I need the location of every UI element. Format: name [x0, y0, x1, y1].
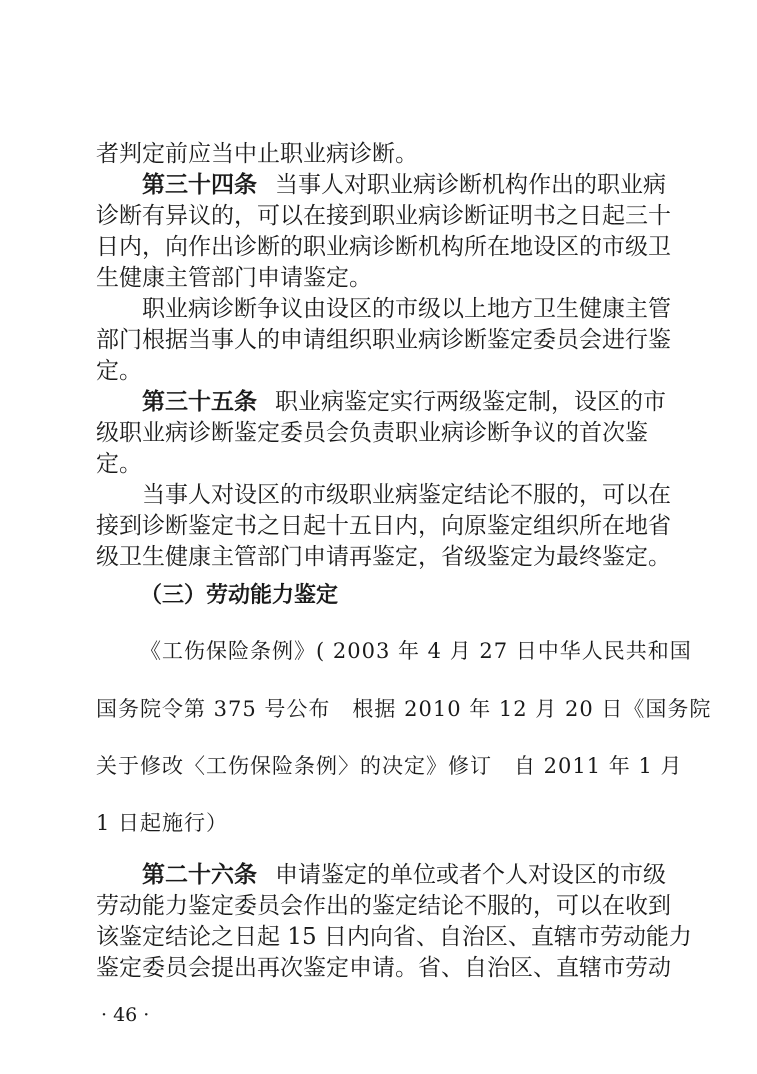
article-35-line: 定。	[96, 451, 142, 477]
article-26-text: 申请鉴定的单位或者个人对设区的市级	[275, 862, 666, 888]
article-26-label: 第二十六条	[142, 861, 257, 888]
article-35-label: 第三十五条	[142, 388, 257, 415]
article-34-line: 日内，向作出诊断的职业病诊断机构所在地设区的市级卫	[96, 234, 671, 260]
article-34-first-line	[142, 170, 666, 200]
paragraph-line: 部门根据当事人的申请组织职业病诊断鉴定委员会进行鉴	[96, 327, 671, 353]
article-26-first-line	[142, 860, 666, 890]
article-34-line: 诊断有异议的，可以在接到职业病诊断证明书之日起三十	[96, 203, 671, 229]
paragraph-line: 者判定前应当中止职业病诊断。	[96, 141, 418, 167]
paragraph-line: 职业病诊断争议由设区的市级以上地方卫生健康主管	[142, 296, 671, 322]
paragraph-line: 定。	[96, 358, 142, 384]
article-34-line: 生健康主管部门申请鉴定。	[96, 265, 372, 291]
article-26-line: 鉴定委员会提出再次鉴定申请。省、自治区、直辖市劳动	[96, 955, 671, 981]
paragraph-line: 接到诊断鉴定书之日起十五日内，向原鉴定组织所在地省	[96, 513, 671, 539]
paragraph-line: 当事人对设区的市级职业病鉴定结论不服的，可以在	[142, 482, 671, 508]
article-35-line: 级职业病诊断鉴定委员会负责职业病诊断争议的首次鉴	[96, 420, 648, 446]
article-26-line: 该鉴定结论之日起 15 日内向省、自治区、直辖市劳动能力	[96, 924, 692, 950]
source-citation-line: 1 日起施行）	[96, 811, 229, 835]
source-citation-line: 《工伤保险条例》( 2003 年 4 月 27 日中华人民共和国	[140, 639, 692, 663]
source-citation-line: 国务院令第 375 号公布 根据 2010 年 12 月 20 日《国务院	[96, 697, 712, 721]
article-34-text: 当事人对职业病诊断机构作出的职业病	[275, 172, 666, 198]
page-number: · 46 ·	[101, 1004, 150, 1026]
article-35-text: 职业病鉴定实行两级鉴定制，设区的市	[275, 389, 666, 415]
article-34-label: 第三十四条	[142, 171, 257, 198]
paragraph-line: 级卫生健康主管部门申请再鉴定，省级鉴定为最终鉴定。	[96, 544, 671, 570]
article-26-line: 劳动能力鉴定委员会作出的鉴定结论不服的，可以在收到	[96, 893, 671, 919]
section-heading: （三）劳动能力鉴定	[140, 582, 339, 608]
article-35-first-line	[142, 387, 666, 417]
source-citation-line: 关于修改〈工伤保险条例〉的决定》修订 自 2011 年 1 月	[96, 754, 683, 778]
